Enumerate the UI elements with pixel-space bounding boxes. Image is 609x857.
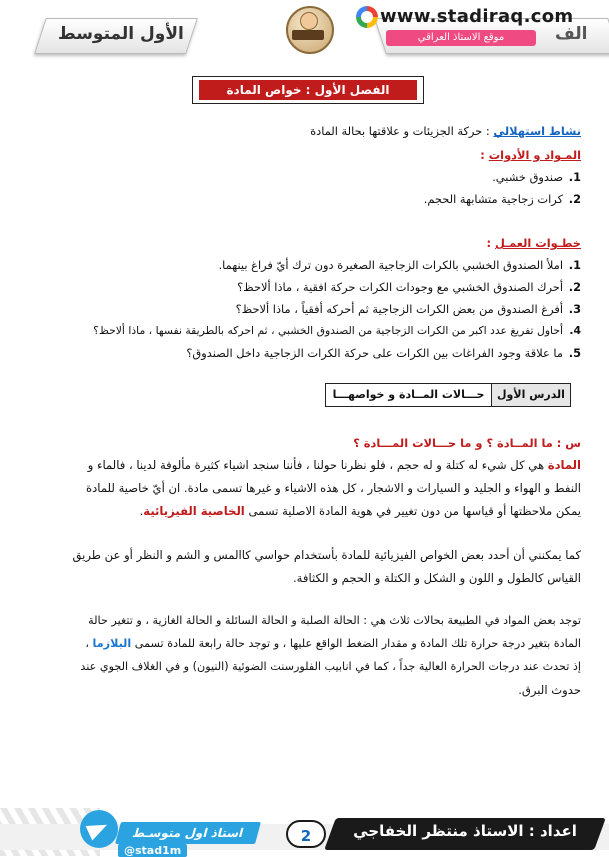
list-item-text: أحرك الصندوق الخشبي مع وجودات الكرات حركة افقية ، ماذا ألاحظ؟: [237, 280, 563, 294]
steps-colon: :: [486, 236, 496, 250]
term-physical-property: الخاصية الفيزيائية: [143, 504, 245, 518]
list-item: [24, 346, 581, 360]
term-matter: المادة: [547, 458, 581, 472]
list-item-text: صندوق خشبي.: [492, 170, 563, 184]
lesson-title: حـــالات المــادة و خواصهـــا: [332, 388, 485, 401]
page-number: 2: [286, 820, 326, 848]
page-footer: [0, 808, 609, 856]
paragraph-line: [24, 458, 581, 472]
list-item-text: أفرغ الصندوق من بعض الكرات الزجاجية ثم أحركه أفقياً ، ماذا ألاحظ؟: [235, 302, 563, 316]
paragraph-text: هي كل شيء له كتلة و له حجم ، فلو نظرنا حولنا ، فأننا سنجد اشياء كثيرة مألوفة لدينا ، فالماء و: [87, 458, 548, 472]
paragraph-line: النفط و الهواء و الجليد و السيارات و الاشجار ، كل هذه الاشياء و غيرها تسمى مادة. ان أيّ خاصية للمادة: [86, 481, 581, 495]
grade-title: الأول المتوسط: [58, 24, 184, 44]
materials-colon: :: [480, 148, 489, 162]
list-item-number: 1.: [568, 258, 581, 272]
page-header: [0, 0, 609, 70]
steps-heading-line: [24, 236, 581, 250]
lesson-number: الدرس الأول: [491, 384, 570, 406]
list-item-number: 5.: [568, 346, 581, 360]
steps-heading: خطـوات العمـل: [495, 236, 581, 250]
list-item-number: 4.: [569, 324, 581, 337]
site-url[interactable]: www.stadiraq.com: [380, 6, 574, 27]
list-item-text: املأ الصندوق الخشبي بالكرات الزجاجية الصغيرة دون ترك أيّ فراغ بينهما.: [218, 258, 563, 272]
list-item: [24, 302, 581, 316]
activity-line: [24, 124, 581, 138]
chapter-title: الفصل الأول : خواص المادة: [199, 80, 417, 100]
paragraph-line: القياس كالطول و اللون و الشكل و الكتلة و الحجم و الكثافة.: [293, 571, 581, 585]
paragraph-text: .: [139, 504, 144, 518]
materials-heading-line: [24, 148, 581, 162]
paragraph-text: يمكن ملاحظتها أو قياسها من دون تغيير في هوية المادة الاصلية تسمى: [244, 504, 581, 518]
list-item-number: 1.: [568, 170, 581, 184]
term-plasma: البلازما: [92, 637, 132, 650]
activity-text: حركة الجزيئات و علاقتها بحالة المادة: [310, 124, 483, 138]
list-item-number: 3.: [568, 302, 581, 316]
list-item-text: أحاول تفريغ عدد اكبر من الكرات الزجاجية من الصندوق الخشبي ، ثم احركه بالطريقة نفسها ، ماذا ألاحظ؟: [93, 324, 563, 337]
list-item: [24, 170, 581, 184]
lesson-header-box: [325, 383, 571, 407]
author-credit: اعداد : الاستاذ منتظر الخفاجي: [353, 822, 577, 840]
activity-title: نشاط استهلالي: [493, 124, 581, 138]
list-item: [24, 324, 581, 337]
paper-plane-icon: [86, 818, 111, 841]
list-item-number: 2.: [568, 192, 581, 206]
list-item: [24, 258, 581, 272]
paragraph-line: [24, 504, 581, 518]
paragraph-line: توجد بعض المواد في الطبيعة بحالات ثلاث هي : الحالة الصلبة و الحالة السائلة و الحالة الغازية ، و تتغير حالة: [88, 614, 581, 627]
teacher-logo: [280, 0, 336, 56]
question-heading: س : ما المــادة ؟ و ما حـــالات المـــادة ؟: [353, 436, 581, 450]
google-icon: [356, 6, 378, 28]
paragraph-text: ،: [85, 637, 93, 650]
logo-face-icon: [300, 12, 318, 30]
list-item: [24, 280, 581, 294]
paragraph-line: [24, 637, 581, 650]
list-item-number: 2.: [568, 280, 581, 294]
logo-book-icon: [292, 30, 324, 40]
list-item-text: ما علاقة وجود الفراغات بين الكرات على حركة الكرات الزجاجية داخل الصندوق؟: [186, 346, 563, 360]
list-item-text: كرات زجاجية متشابهة الحجم.: [423, 192, 563, 206]
paragraph-line: إذ تحدث عند درجات الحرارة العالية جداً ، كما في انابيب الفلورسنت الضوئية (النيون) و في الغلاف الجوي عند: [80, 660, 581, 673]
telegram-channel-label[interactable]: استاذ اول متوسـط: [115, 822, 261, 844]
materials-heading: المـواد و الأدوات: [488, 148, 581, 162]
header-right-title: الف: [555, 24, 588, 44]
site-subtitle: موقع الاستاذ العراقي: [386, 30, 536, 46]
telegram-icon[interactable]: [80, 810, 118, 848]
paragraph-text: المادة بتغير درجة حرارة تلك المادة و مقدار الضغط الواقع عليها ، و توجد حالة رابعة للمادة تسمى: [131, 637, 581, 650]
chapter-title-box: [192, 76, 424, 104]
list-item: [24, 192, 581, 206]
paragraph-line: كما يمكنني أن أحدد بعض الخواص الفيزيائية للمادة بأستخدام حواسي كاالمس و الشم و النظر أو عن طريق: [72, 548, 581, 562]
paragraph-line: حدوث البرق.: [518, 683, 581, 697]
telegram-handle[interactable]: @stad1m: [118, 844, 187, 857]
activity-colon: :: [482, 124, 494, 138]
